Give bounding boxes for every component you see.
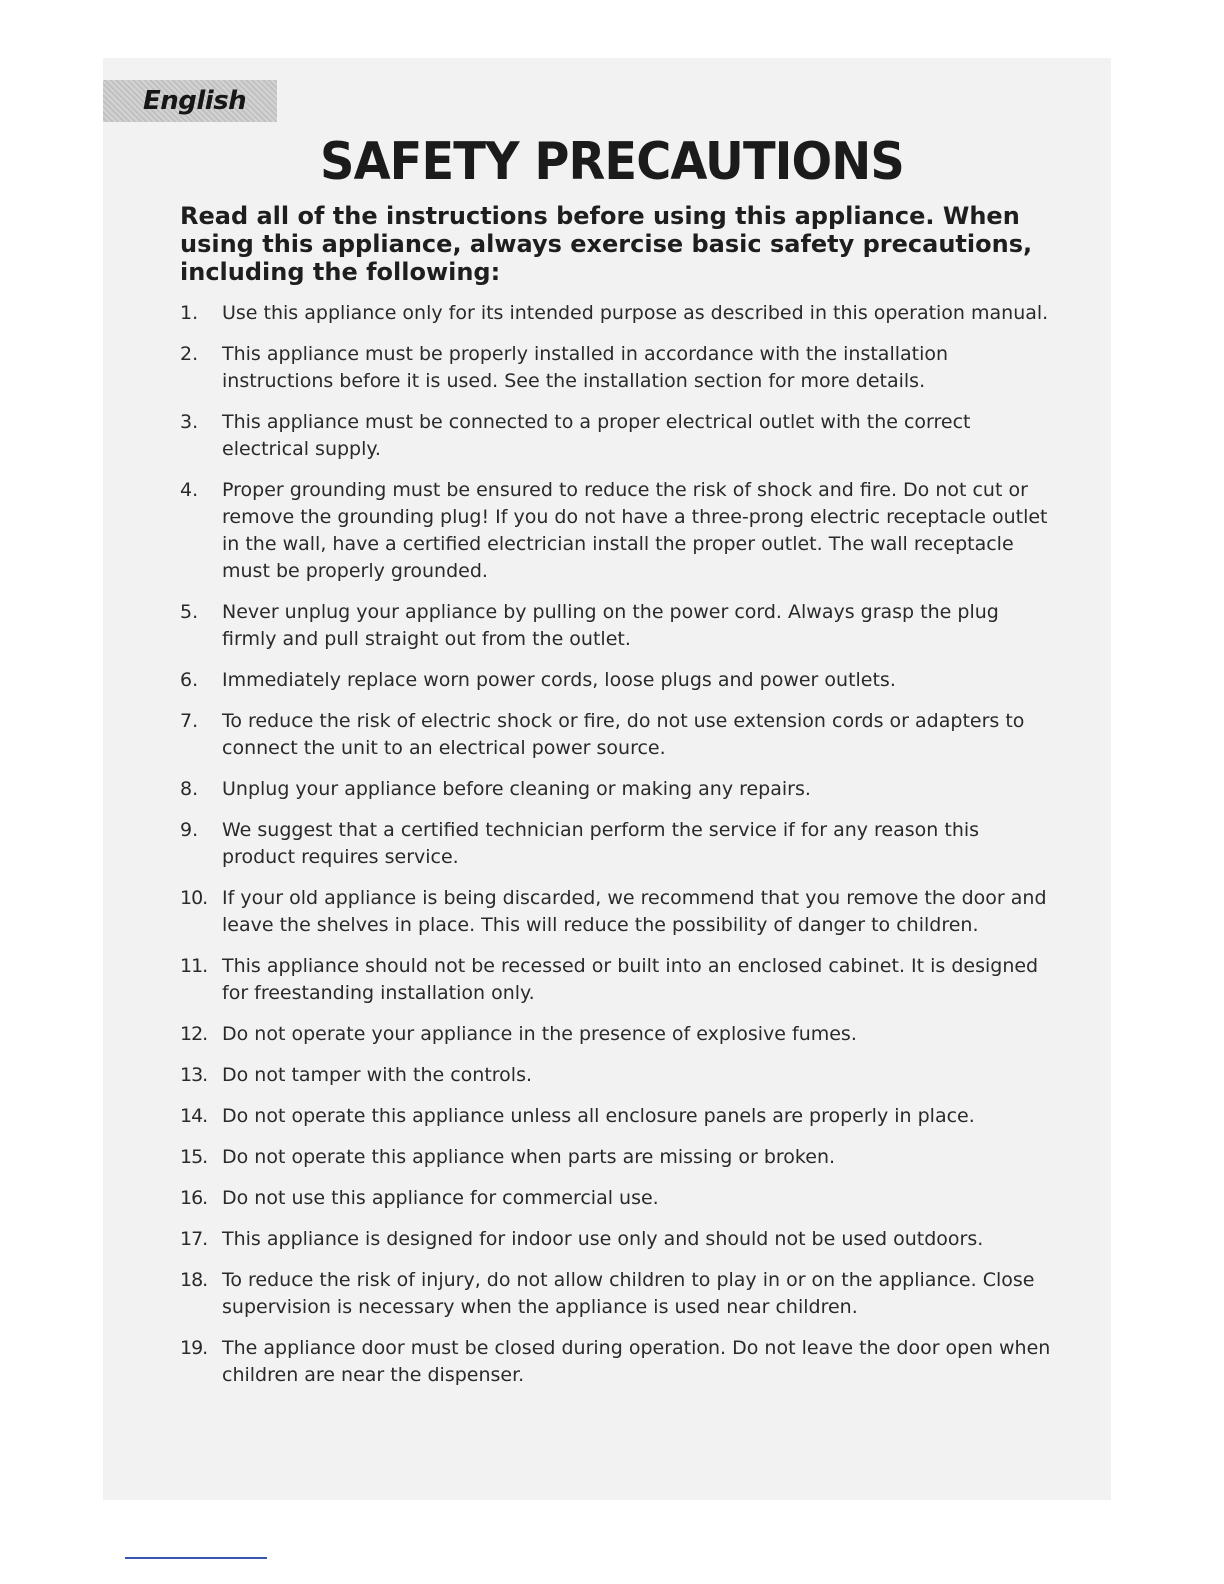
- item-number: 6.: [180, 669, 199, 691]
- list-item: [180, 708, 1055, 762]
- item-text: This appliance must be connected to a proper electrical outlet with the correct electrical supply.: [222, 411, 971, 460]
- item-text: This appliance must be properly installed in accordance with the installation instructions before it is used. See the installation section for more details.: [222, 343, 949, 392]
- language-label: English: [143, 86, 247, 116]
- list-item: [180, 817, 1055, 871]
- language-tab: [103, 80, 277, 122]
- item-text: Use this appliance only for its intended purpose as described in this operation manual.: [222, 302, 1049, 324]
- list-item: [180, 1226, 1055, 1253]
- item-number: 10.: [180, 887, 208, 909]
- list-item: [180, 1144, 1055, 1171]
- item-number: 19.: [180, 1337, 208, 1359]
- item-number: 1.: [180, 302, 199, 324]
- item-text: Immediately replace worn power cords, loose plugs and power outlets.: [222, 669, 896, 691]
- footnote-rule: [125, 1557, 267, 1559]
- item-number: 5.: [180, 601, 199, 623]
- list-item: [180, 667, 1055, 694]
- item-text: Do not operate this appliance unless all enclosure panels are properly in place.: [222, 1105, 975, 1127]
- list-item: [180, 341, 1055, 395]
- item-number: 13.: [180, 1064, 208, 1086]
- list-item: [180, 1267, 1055, 1321]
- list-item: [180, 477, 1055, 585]
- item-text: To reduce the risk of injury, do not allow children to play in or on the appliance. Close supervision is necessary when the appliance is used near children.: [222, 1269, 1035, 1318]
- list-item: [180, 409, 1055, 463]
- item-number: 16.: [180, 1187, 208, 1209]
- list-item: [180, 1335, 1055, 1389]
- item-text: This appliance should not be recessed or built into an enclosed cabinet. It is designed for freestanding installation only.: [222, 955, 1039, 1004]
- intro-paragraph: Read all of the instructions before using this appliance. When using this appliance, always exercise basic safety precautions, including the following:: [180, 202, 1033, 286]
- item-number: 9.: [180, 819, 199, 841]
- item-text: Do not tamper with the controls.: [222, 1064, 533, 1086]
- item-text: To reduce the risk of electric shock or fire, do not use extension cords or adapters to connect the unit to an electrical power source.: [222, 710, 1025, 759]
- list-item: [180, 1185, 1055, 1212]
- list-item: [180, 1062, 1055, 1089]
- item-number: 3.: [180, 411, 199, 433]
- item-text: Do not use this appliance for commercial use.: [222, 1187, 659, 1209]
- list-item: [180, 953, 1055, 1007]
- item-number: 18.: [180, 1269, 208, 1291]
- item-number: 8.: [180, 778, 199, 800]
- list-item: [180, 885, 1055, 939]
- item-number: 7.: [180, 710, 199, 732]
- list-item: [180, 776, 1055, 803]
- item-text: Unplug your appliance before cleaning or making any repairs.: [222, 778, 811, 800]
- item-number: 15.: [180, 1146, 208, 1168]
- item-number: 12.: [180, 1023, 208, 1045]
- list-item: [180, 1103, 1055, 1130]
- item-number: 11.: [180, 955, 208, 977]
- item-text: We suggest that a certified technician perform the service if for any reason this product requires service.: [222, 819, 980, 868]
- item-number: 17.: [180, 1228, 208, 1250]
- item-number: 2.: [180, 343, 199, 365]
- item-text: If your old appliance is being discarded, we recommend that you remove the door and leave the shelves in place. This will reduce the possibility of danger to children.: [222, 887, 1047, 936]
- page-title: SAFETY PRECAUTIONS: [320, 132, 904, 192]
- item-text: Proper grounding must be ensured to reduce the risk of shock and fire. Do not cut or remove the grounding plug! If you do not have a three-prong electric receptacle outlet in the wall, have a certified electrician install the proper outlet. The wall receptacle must be properly grounded.: [222, 479, 1048, 582]
- item-text: The appliance door must be closed during operation. Do not leave the door open when children are near the dispenser.: [222, 1337, 1051, 1386]
- list-item: [180, 599, 1055, 653]
- item-text: Never unplug your appliance by pulling on the power cord. Always grasp the plug firmly and pull straight out from the outlet.: [222, 601, 999, 650]
- list-item: [180, 300, 1055, 327]
- list-item: [180, 1021, 1055, 1048]
- precautions-list: [180, 300, 1055, 1403]
- item-number: 14.: [180, 1105, 208, 1127]
- item-text: Do not operate this appliance when parts are missing or broken.: [222, 1146, 836, 1168]
- item-text: Do not operate your appliance in the presence of explosive fumes.: [222, 1023, 857, 1045]
- item-number: 4.: [180, 479, 199, 501]
- item-text: This appliance is designed for indoor use only and should not be used outdoors.: [222, 1228, 984, 1250]
